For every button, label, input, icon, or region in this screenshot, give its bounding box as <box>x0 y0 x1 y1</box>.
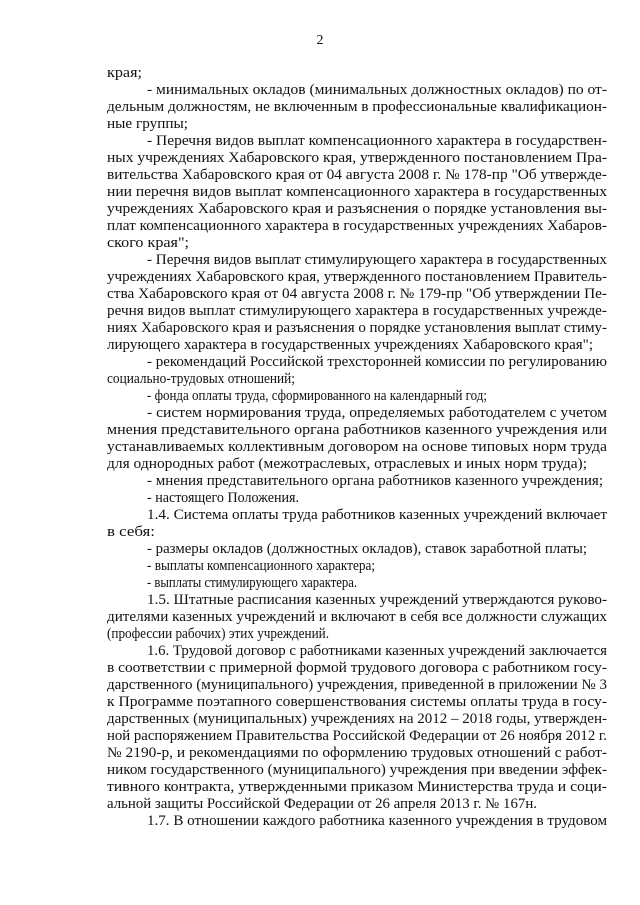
text-line: плат компенсационного характера в государственных учреждениях Хабаров- <box>107 218 607 234</box>
text-line: в соответствии с примерной формой трудового договора с работником госу- <box>107 660 607 676</box>
text-line: - мнения представительного органа работников казенного учреждения; <box>147 473 603 489</box>
text-line: ства Хабаровского края от 04 августа 2008 г. № 179-пр "Об утверждении Пе- <box>107 286 607 302</box>
text-line: ные группы; <box>107 116 188 132</box>
text-line: учреждениях Хабаровского края и разъяснения о порядке установления вы- <box>107 201 607 217</box>
text-line: дарственного (муниципального) учреждения, приведенной в приложении № 3 <box>107 677 607 693</box>
text-line: 1.6. Трудовой договор с работниками казенных учреждений заключается <box>147 643 607 659</box>
text-line: - фонда оплаты труда, сформированного на календарный год; <box>147 388 487 404</box>
text-line: - выплаты компенсационного характера; <box>147 558 375 574</box>
text-line: ных учреждениях Хабаровского края, утвержденного постановлением Пра- <box>107 150 607 166</box>
text-line: ником государственного (муниципального) учреждения при введении эффек- <box>107 762 607 778</box>
text-line: ниях Хабаровского края и разъяснения о порядке установления выплат стиму- <box>107 320 607 336</box>
text-line: - рекомендаций Российской трехсторонней комиссии по регулированию <box>147 354 607 370</box>
text-line: альной защиты Российской Федерации от 26 апреля 2013 г. № 167н. <box>107 796 537 812</box>
page-number: 2 <box>316 33 324 48</box>
text-line: лирующего характера в государственных учреждениях Хабаровского края"; <box>107 337 593 353</box>
text-line: - систем нормирования труда, определяемых работодателем с учетом <box>147 405 607 421</box>
text-line: - минимальных окладов (минимальных должностных окладов) по от- <box>147 82 607 98</box>
text-line: края; <box>107 65 142 81</box>
text-line: вительства Хабаровского края от 04 августа 2008 г. № 178-пр "Об утверждe- <box>107 167 607 183</box>
text-line: - выплаты стимулирующего характера. <box>147 575 357 591</box>
text-line: ной распоряжением Правительства Российской Федерации от 26 ноября 2012 г. <box>107 728 607 744</box>
text-line: 1.4. Система оплаты труда работников казенных учреждений включает <box>147 507 607 523</box>
text-line: - настоящего Положения. <box>147 490 299 506</box>
text-line: мнения представительного органа работников казенного учреждения или <box>107 422 607 438</box>
text-line: к Программе поэтапного совершенствования системы оплаты труда в госу- <box>107 694 607 710</box>
text-line: нии перечня видов выплат компенсационного характера в государственных <box>107 184 607 200</box>
text-line: тивного контракта, утвержденными приказом Министерства труда и соци- <box>107 779 607 795</box>
text-line: социально-трудовых отношений; <box>107 371 295 387</box>
text-line: - Перечня видов выплат стимулирующего характера в государственных <box>147 252 607 268</box>
text-line: № 2190-р, и рекомендациями по оформлению трудовых отношений с работ- <box>107 745 607 761</box>
text-line: 1.5. Штатные расписания казенных учреждений утверждаются руково- <box>147 592 607 608</box>
text-line: (профессии рабочих) этих учреждений. <box>107 626 329 642</box>
text-line: речня видов выплат стимулирующего характера в государственных учрежде- <box>107 303 607 319</box>
text-line: - Перечня видов выплат компенсационного характера в государствен- <box>147 133 607 149</box>
text-line: - размеры окладов (должностных окладов), ставок заработной платы; <box>147 541 587 557</box>
text-line: дельным должностям, не включенным в профессиональные квалификацион- <box>107 99 607 115</box>
text-line: для однородных работ (межотраслевых, отраслевых и иных норм труда); <box>107 456 587 472</box>
text-line: в себя: <box>107 524 155 540</box>
text-line: ского края"; <box>107 235 189 251</box>
text-line: дарственных (муниципальных) учреждениях на 2012 – 2018 годы, утвержден- <box>107 711 607 727</box>
text-line: устанавливаемых коллективным договором на основе типовых норм труда <box>107 439 607 455</box>
text-line: 1.7. В отношении каждого работника казенного учреждения в трудовом <box>147 813 607 829</box>
text-line: дителями казенных учреждений и включают в себя все должности служащих <box>107 609 607 625</box>
text-line: учреждениях Хабаровского края, утвержденного постановлением Правитель- <box>107 269 607 285</box>
